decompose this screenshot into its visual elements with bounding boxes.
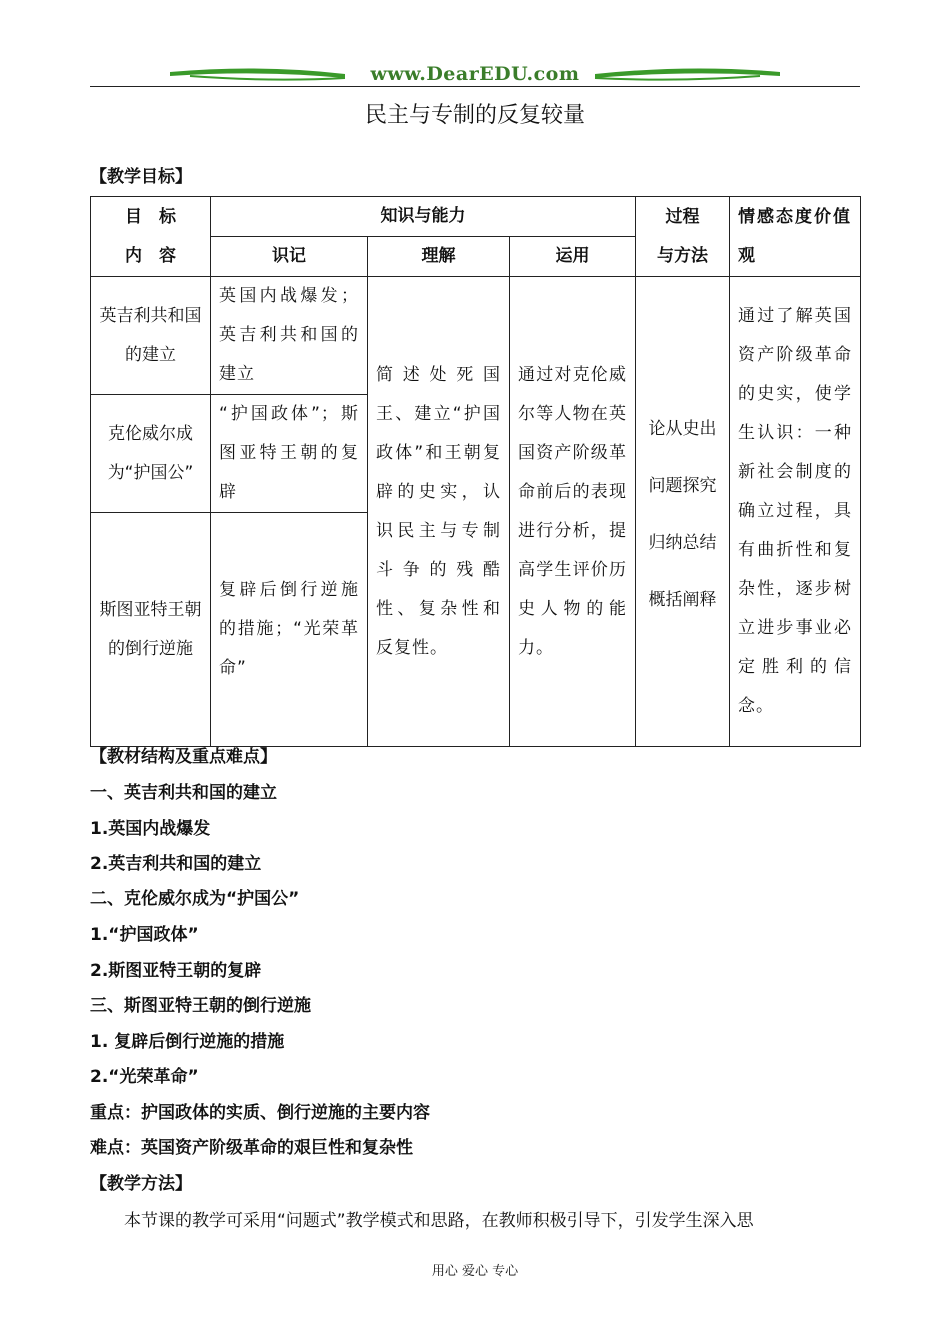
- recall-cell: 复辟后倒行逆施的措施；“光荣革命”: [211, 513, 368, 747]
- method-item: 归纳总结: [648, 532, 717, 553]
- header-process-line2: 与方法: [657, 245, 708, 266]
- structure-item: 二、克伦威尔成为“护国公”: [90, 889, 300, 909]
- method-item: 论从史出: [648, 418, 717, 439]
- structure-item: 1.英国内战爆发: [90, 819, 211, 839]
- structure-item: 2.斯图亚特王朝的复辟: [90, 961, 262, 981]
- method-item: 概括阐释: [648, 589, 717, 610]
- page-footer: 用心 爱心 专心: [431, 1264, 519, 1279]
- structure-item: 2.英吉利共和国的建立: [90, 854, 262, 874]
- header-target-line1: 目 标: [125, 206, 176, 227]
- target-cell: 克伦威尔成为“护国公”: [91, 395, 211, 513]
- difficulty-line: 难点：英国资产阶级革命的艰巨性和复杂性: [90, 1138, 413, 1158]
- structure-item: 2.“光荣革命”: [90, 1067, 199, 1087]
- header-apply: 运用: [510, 237, 636, 277]
- site-banner-text: www.DearEDU.com: [370, 63, 580, 85]
- structure-item: 1.“护国政体”: [90, 925, 199, 945]
- header-emotion: 情感态度价值观: [730, 197, 861, 277]
- recall-cell: 英国内战爆发；英吉利共和国的建立: [211, 277, 368, 395]
- structure-item: 一、英吉利共和国的建立: [90, 783, 277, 803]
- target-cell: 英吉利共和国的建立: [91, 277, 211, 395]
- section-heading-method: 【教学方法】: [90, 1174, 192, 1194]
- site-banner: [170, 62, 780, 86]
- section-heading-goals: 【教学目标】: [90, 167, 192, 187]
- header-target: [91, 197, 211, 277]
- key-point-line: 重点：护国政体的实质、倒行逆施的主要内容: [90, 1103, 430, 1123]
- emotion-cell: 通过了解英国资产阶级革命的史实，使学生认识：一种新社会制度的确立过程，具有曲折性和复杂性，逐步树立进步事业必定胜利的信念。: [730, 277, 861, 747]
- goals-table: [90, 196, 861, 747]
- apply-cell: 通过对克伦威尔等人物在英国资产阶级革命前后的表现进行分析，提高学生评价历史人物的能力。: [510, 277, 636, 747]
- header-target-line2: 内 容: [125, 245, 176, 266]
- header-process: [636, 197, 730, 277]
- page-title: 民主与专制的反复较量: [364, 103, 585, 128]
- structure-item: 1. 复辟后倒行逆施的措施: [90, 1032, 285, 1052]
- header-process-line1: 过程: [665, 206, 700, 227]
- method-paragraph: 本节课的教学可采用“问题式”教学模式和思路，在教师积极引导下，引发学生深入思: [124, 1211, 754, 1231]
- recall-cell: “护国政体”；斯图亚特王朝的复辟: [211, 395, 368, 513]
- target-cell: 斯图亚特王朝的倒行逆施: [91, 513, 211, 747]
- header-understand: 理解: [368, 237, 510, 277]
- header-knowledge: 知识与能力: [211, 197, 636, 237]
- process-cell: [636, 277, 730, 747]
- section-heading-structure: 【教材结构及重点难点】: [90, 747, 277, 767]
- header-recall: 识记: [211, 237, 368, 277]
- understand-cell: 简述处死国王、建立“护国政体”和王朝复辟的史实，认识民主与专制斗争的残酷性、复杂性和反复性。: [368, 277, 510, 747]
- structure-item: 三、斯图亚特王朝的倒行逆施: [90, 996, 311, 1016]
- method-item: 问题探究: [648, 475, 717, 496]
- header-rule: [90, 86, 860, 87]
